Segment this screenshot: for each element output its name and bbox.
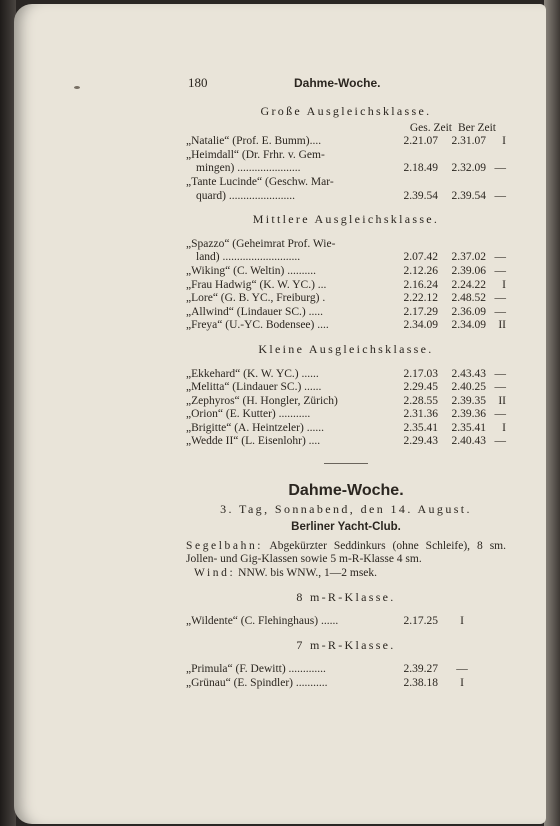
result-row (186, 663, 506, 677)
result-row (186, 306, 506, 320)
result-row-continuation (186, 162, 506, 176)
placing: II (498, 319, 506, 332)
ber-zeit: 2.48.52 (451, 292, 486, 305)
class-title-7m: 7 m-R-Klasse. (296, 637, 396, 652)
section-title-mittlere: Mittlere Ausgleichsklasse. (252, 212, 440, 227)
yacht-name: „Primula“ (F. Dewitt) ............. (186, 663, 326, 676)
placing: — (494, 189, 506, 202)
ges-zeit: 2.21.07 (403, 135, 438, 148)
placing: I (502, 135, 506, 148)
placing: II (498, 394, 506, 407)
page-content (186, 76, 506, 691)
yacht-name: „Freya“ (U.-YC. Bodensee) .... (186, 319, 329, 332)
result-row (186, 435, 506, 449)
page-header (186, 76, 506, 96)
column-header (186, 122, 506, 136)
book-binding-right (544, 0, 560, 826)
ber-zeit: 2.35.41 (451, 421, 486, 434)
ges-zeit: 2.16.24 (403, 278, 438, 291)
result-row (186, 149, 506, 163)
ges-zeit: 2.17.29 (403, 305, 438, 318)
yacht-name: „Ekkehard“ (K. W. YC.) ...... (186, 367, 319, 380)
yacht-name: „Wiking“ (C. Weltin) .......... (186, 264, 316, 277)
yacht-name: „Tante Lucinde“ (Geschw. Mar- (186, 175, 334, 188)
time: 2.39.27 (403, 663, 438, 676)
running-title: Dahme-Woche. (294, 76, 381, 90)
placing: — (494, 292, 506, 305)
result-row (186, 176, 506, 190)
placing: — (494, 381, 506, 394)
placing: — (494, 251, 506, 264)
result-row (186, 319, 506, 333)
yacht-name: „Grünau“ (E. Spindler) ........... (186, 677, 328, 689)
placing: I (460, 615, 464, 628)
ber-zeit: 2.39.54 (451, 189, 486, 202)
result-row (186, 422, 506, 436)
wind-text: NNW. bis WNW., 1—2 msek. (235, 567, 378, 580)
yacht-name: „Heimdall“ (Dr. Frhr. v. Gem- (186, 148, 325, 161)
placing: — (494, 264, 506, 277)
section-divider (324, 463, 368, 464)
yacht-name: „Zephyros“ (H. Hongler, Zürich) (186, 394, 338, 407)
result-row (186, 615, 506, 629)
result-row (186, 135, 506, 149)
result-row (186, 381, 506, 395)
yacht-name-cont: quard) ....................... (196, 189, 296, 202)
yacht-name: „Allwind“ (Lindauer SC.) ..... (186, 305, 324, 318)
ges-zeit: 2.12.26 (403, 264, 438, 277)
placing: — (456, 663, 468, 676)
placing: — (494, 305, 506, 318)
result-row-continuation (186, 251, 506, 265)
ges-zeit: 2.34.09 (403, 319, 438, 332)
ges-zeit: 2.28.55 (403, 394, 438, 407)
yacht-name: „Wildente“ (C. Flehinghaus) ...... (186, 615, 339, 628)
day-subtitle: 3. Tag, Sonnabend, den 14. August. (220, 501, 472, 516)
placing: — (494, 435, 506, 448)
course-label: Segelbahn: (186, 539, 264, 552)
placing: — (494, 367, 506, 380)
col-label-ber-zeit: Ber Zeit (458, 121, 496, 134)
yacht-name: „Natalie“ (Prof. E. Bumm).... (186, 135, 322, 148)
page-number: 180 (188, 75, 208, 90)
ges-zeit: 2.31.36 (403, 408, 438, 421)
course-text: Abgekürzter Seddinkurs (ohne Schleife), 8 sm. Jollen- und Gig-Klassen sowie 5 m-R-Klasse 4 sm. (186, 539, 506, 566)
time: 2.38.18 (403, 677, 438, 689)
ber-zeit: 2.43.43 (451, 367, 486, 380)
ber-zeit: 2.37.02 (451, 251, 486, 264)
wind-label: Wind: (194, 567, 236, 580)
course-paragraph (186, 540, 506, 567)
ber-zeit: 2.39.36 (451, 408, 486, 421)
ber-zeit: 2.32.09 (451, 162, 486, 175)
time: 2.17.25 (403, 615, 438, 628)
result-row (186, 292, 506, 306)
ges-zeit: 2.18.49 (403, 162, 438, 175)
wind-paragraph (186, 567, 506, 581)
ber-zeit: 2.39.35 (451, 394, 486, 407)
placing: I (502, 278, 506, 291)
club-name: Berliner Yacht-Club. (291, 521, 401, 534)
day-title: Dahme-Woche. (288, 482, 404, 500)
ber-zeit: 2.40.43 (451, 435, 486, 448)
yacht-name: „Melitta“ (Lindauer SC.) ...... (186, 381, 322, 394)
ber-zeit: 2.24.22 (451, 278, 486, 291)
yacht-name: „Lore“ (G. B. YC., Freiburg) . (186, 292, 326, 305)
ber-zeit: 2.40.25 (451, 381, 486, 394)
placing: I (460, 677, 464, 689)
ges-zeit: 2.07.42 (403, 251, 438, 264)
ges-zeit: 2.39.54 (403, 189, 438, 202)
yacht-name: „Brigitte“ (A. Heintzeler) ...... (186, 421, 324, 434)
result-row (186, 368, 506, 382)
yacht-name-cont: mingen) ...................... (196, 162, 301, 175)
ber-zeit: 2.34.09 (451, 319, 486, 332)
result-row-continuation (186, 190, 506, 204)
result-row (186, 677, 506, 691)
ges-zeit: 2.22.12 (403, 292, 438, 305)
result-row (186, 279, 506, 293)
ges-zeit: 2.29.43 (403, 435, 438, 448)
section-title-grosse: Große Ausgleichsklasse. (260, 104, 432, 118)
result-row (186, 265, 506, 279)
result-row (186, 395, 506, 409)
ber-zeit: 2.36.09 (451, 305, 486, 318)
yacht-name: „Orion“ (E. Kutter) ........... (186, 408, 311, 421)
ges-zeit: 2.35.41 (403, 421, 438, 434)
ber-zeit: 2.31.07 (451, 135, 486, 148)
yacht-name: „Wedde II“ (L. Eisenlohr) .... (186, 435, 321, 448)
yacht-name-cont: land) ........................... (196, 251, 301, 264)
result-row (186, 238, 506, 252)
ber-zeit: 2.39.06 (451, 264, 486, 277)
result-row (186, 408, 506, 422)
yacht-name: „Spazzo“ (Geheimrat Prof. Wie- (186, 237, 336, 250)
ink-smudge (74, 86, 80, 89)
class-title-8m: 8 m-R-Klasse. (296, 589, 396, 604)
placing: I (502, 421, 506, 434)
placing: — (494, 162, 506, 175)
ges-zeit: 2.29.45 (403, 381, 438, 394)
yacht-name: „Frau Hadwig“ (K. W. YC.) ... (186, 278, 327, 291)
col-label-ges-zeit: Ges. Zeit (409, 121, 452, 134)
ges-zeit: 2.17.03 (403, 367, 438, 380)
placing: — (494, 408, 506, 421)
section-title-kleine: Kleine Ausgleichsklasse. (258, 341, 434, 356)
